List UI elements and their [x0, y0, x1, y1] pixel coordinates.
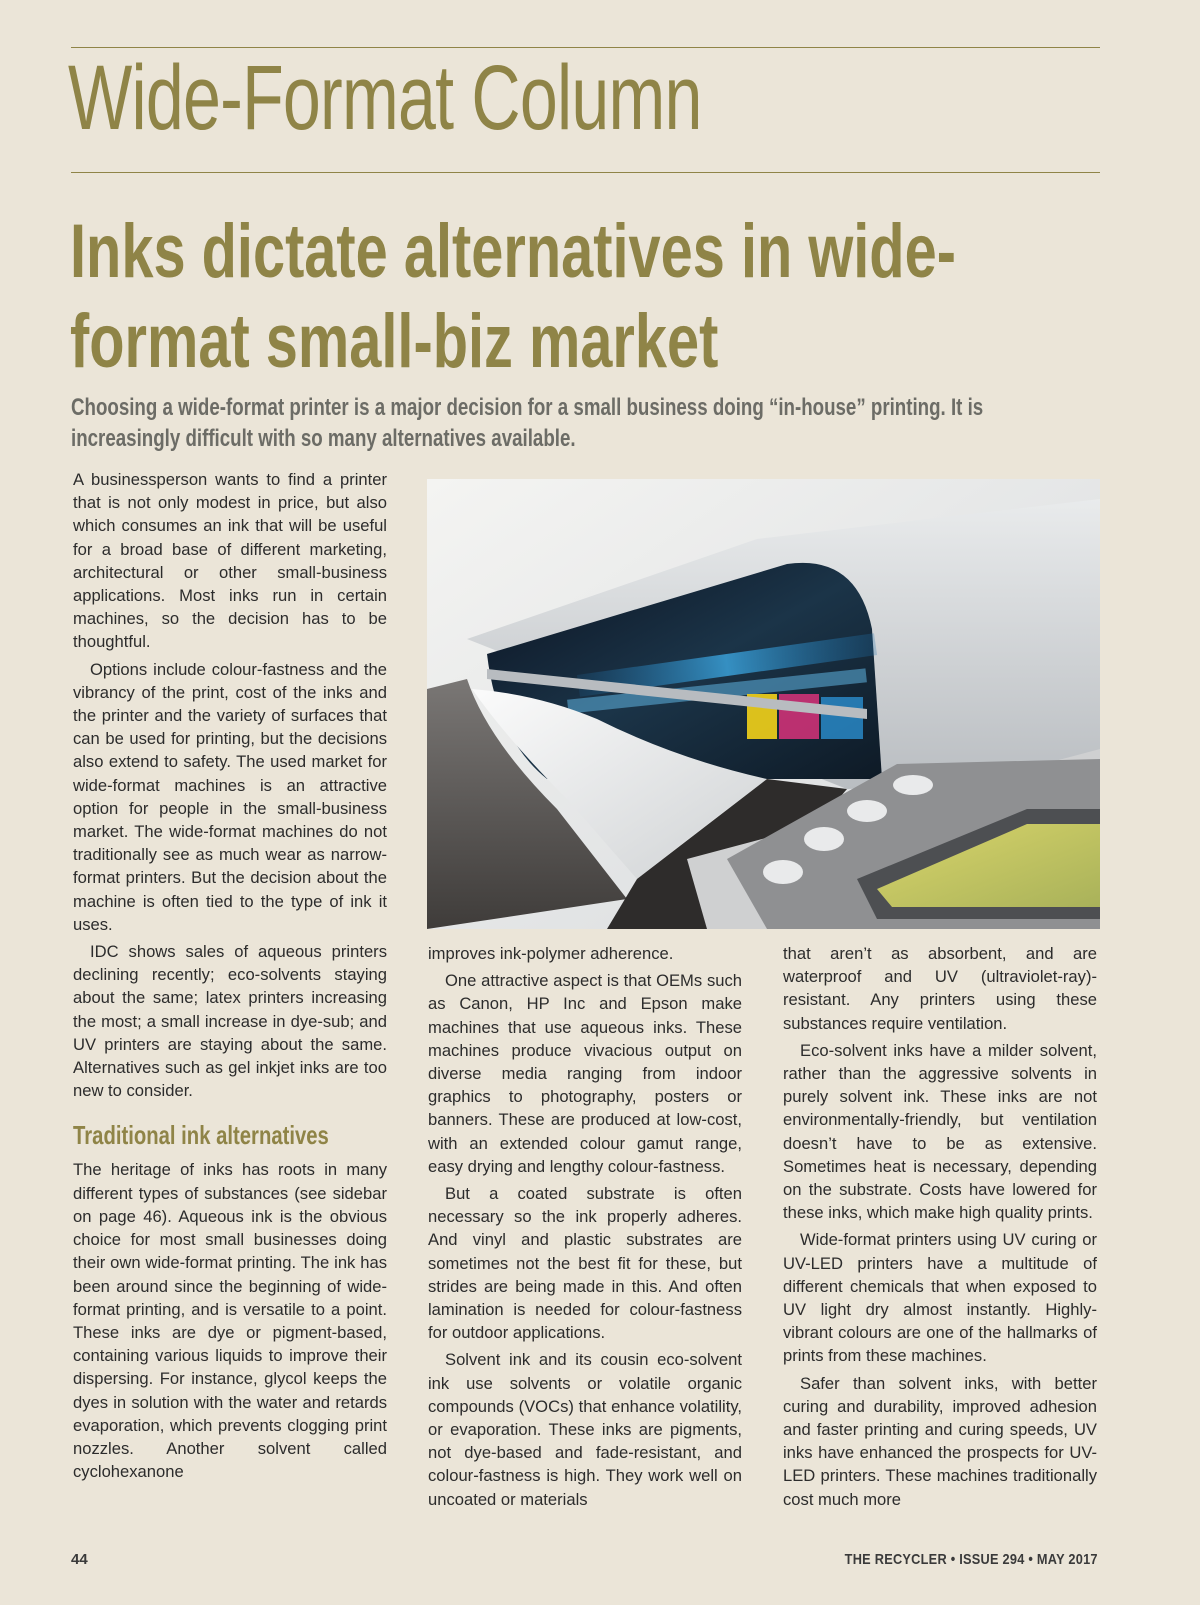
- paragraph: Solvent ink and its cousin eco-solvent ink use solvents or volatile organic compounds (VOCs) that enhance volatility, or evaporation. These inks are pigments, not dye-based and fade-resistant, and colour-fastness is high. They work well on uncoated or materials: [428, 1350, 742, 1509]
- printer-photo: [427, 479, 1100, 929]
- paragraph: that aren’t as absorbent, and are waterproof and UV (ultraviolet-ray)-resistant. Any printers using these substances require ventilation.: [783, 944, 1097, 1033]
- page-number: 44: [71, 1551, 88, 1568]
- paragraph: Options include colour-fastness and the vibrancy of the print, cost of the inks and the printer and the variety of surfaces that can be used for printing, but the decisions also extend to safety. The used market for wide-format machines is an attractive option for people in the small-business market. The wide-format machines do not traditionally see as much wear as narrow-format printers. But the decision about the machine is often tied to the type of ink it uses.: [73, 659, 387, 934]
- headline-line-2: format small-biz market: [70, 299, 719, 384]
- title-rule: [71, 172, 1100, 173]
- publication-footer: THE RECYCLER • ISSUE 294 • MAY 2017: [844, 1551, 1098, 1568]
- paragraph: Safer than solvent inks, with better curing and durability, improved adhesion and faster printing and curing speeds, UV inks have enhanced the prospects for UV-LED printers. These machines traditionally cost much more: [783, 1373, 1097, 1509]
- wide-format-printer-image: [427, 479, 1100, 929]
- section-title: Wide-Format Column: [68, 47, 702, 149]
- text-column-2: [428, 942, 742, 1515]
- article-headline: [70, 207, 1073, 387]
- paragraph: Eco-solvent inks have a milder solvent, rather than the aggressive solvents in purely solvent ink. These inks are not environmentally-friendly, but ventilation doesn’t have to be as extensive. Sometimes heat is necessary, depending on the substrate. Costs have lowered for these inks, which make high quality prints.: [783, 1040, 1097, 1223]
- paragraph: A businessperson wants to find a printer that is not only modest in price, but also which consumes an ink that will be useful for a broad base of different marketing, architectural or other small-business applications. Most inks run in certain machines, so the decision has to be thoughtful.: [73, 470, 387, 652]
- paragraph: One attractive aspect is that OEMs such as Canon, HP Inc and Epson make machines that use aqueous inks. These machines produce vivacious output on diverse media ranging from indoor graphics to photography, posters or banners. These are produced at low-cost, with an extended colour gamut range, easy drying and lengthy colour-fastness.: [428, 971, 742, 1176]
- text-column-3: [783, 942, 1097, 1515]
- paragraph: IDC shows sales of aqueous printers declining recently; eco-solvents staying about the same; latex printers increasing the most; a small increase in dye-sub; and UV printers are staying about the same. Alternatives such as gel inkjet inks are too new to consider.: [73, 942, 387, 1101]
- paragraph: But a coated substrate is often necessary so the ink properly adheres. And vinyl and plastic substrates are sometimes not the best fit for these, but strides are being made in this. And often lamination is needed for colour-fastness for outdoor applications.: [428, 1184, 742, 1343]
- article-standfirst: [71, 392, 1108, 454]
- standfirst-line-1: Choosing a wide-format printer is a major decision for a small business doing “in-house” printing. It is: [71, 394, 984, 421]
- paragraph: improves ink-polymer adherence.: [428, 944, 674, 963]
- standfirst-line-2: increasingly difficult with so many alternatives available.: [71, 425, 576, 452]
- text-column-1: [73, 468, 387, 1487]
- paragraph: Wide-format printers using UV curing or UV-LED printers have a multitude of different chemicals that when exposed to UV light dry almost instantly. Highly-vibrant colours are one of the hallmarks of prints from these machines.: [783, 1230, 1097, 1366]
- subheading: Traditional ink alternatives: [73, 1120, 329, 1151]
- paragraph: The heritage of inks has roots in many different types of substances (see sidebar on page 46). Aqueous ink is the obvious choice for most small businesses doing their own wide-format printing. The ink has been around since the beginning of wide-format printing, and is versatile to a point. These inks are dye or pigment-based, containing various liquids to improve their dispersing. For instance, glycol keeps the dyes in solution with the water and retards evaporation, which prevents clogging print nozzles. Another solvent called cyclohexanone: [73, 1160, 387, 1482]
- headline-line-1: Inks dictate alternatives in wide-: [70, 209, 956, 294]
